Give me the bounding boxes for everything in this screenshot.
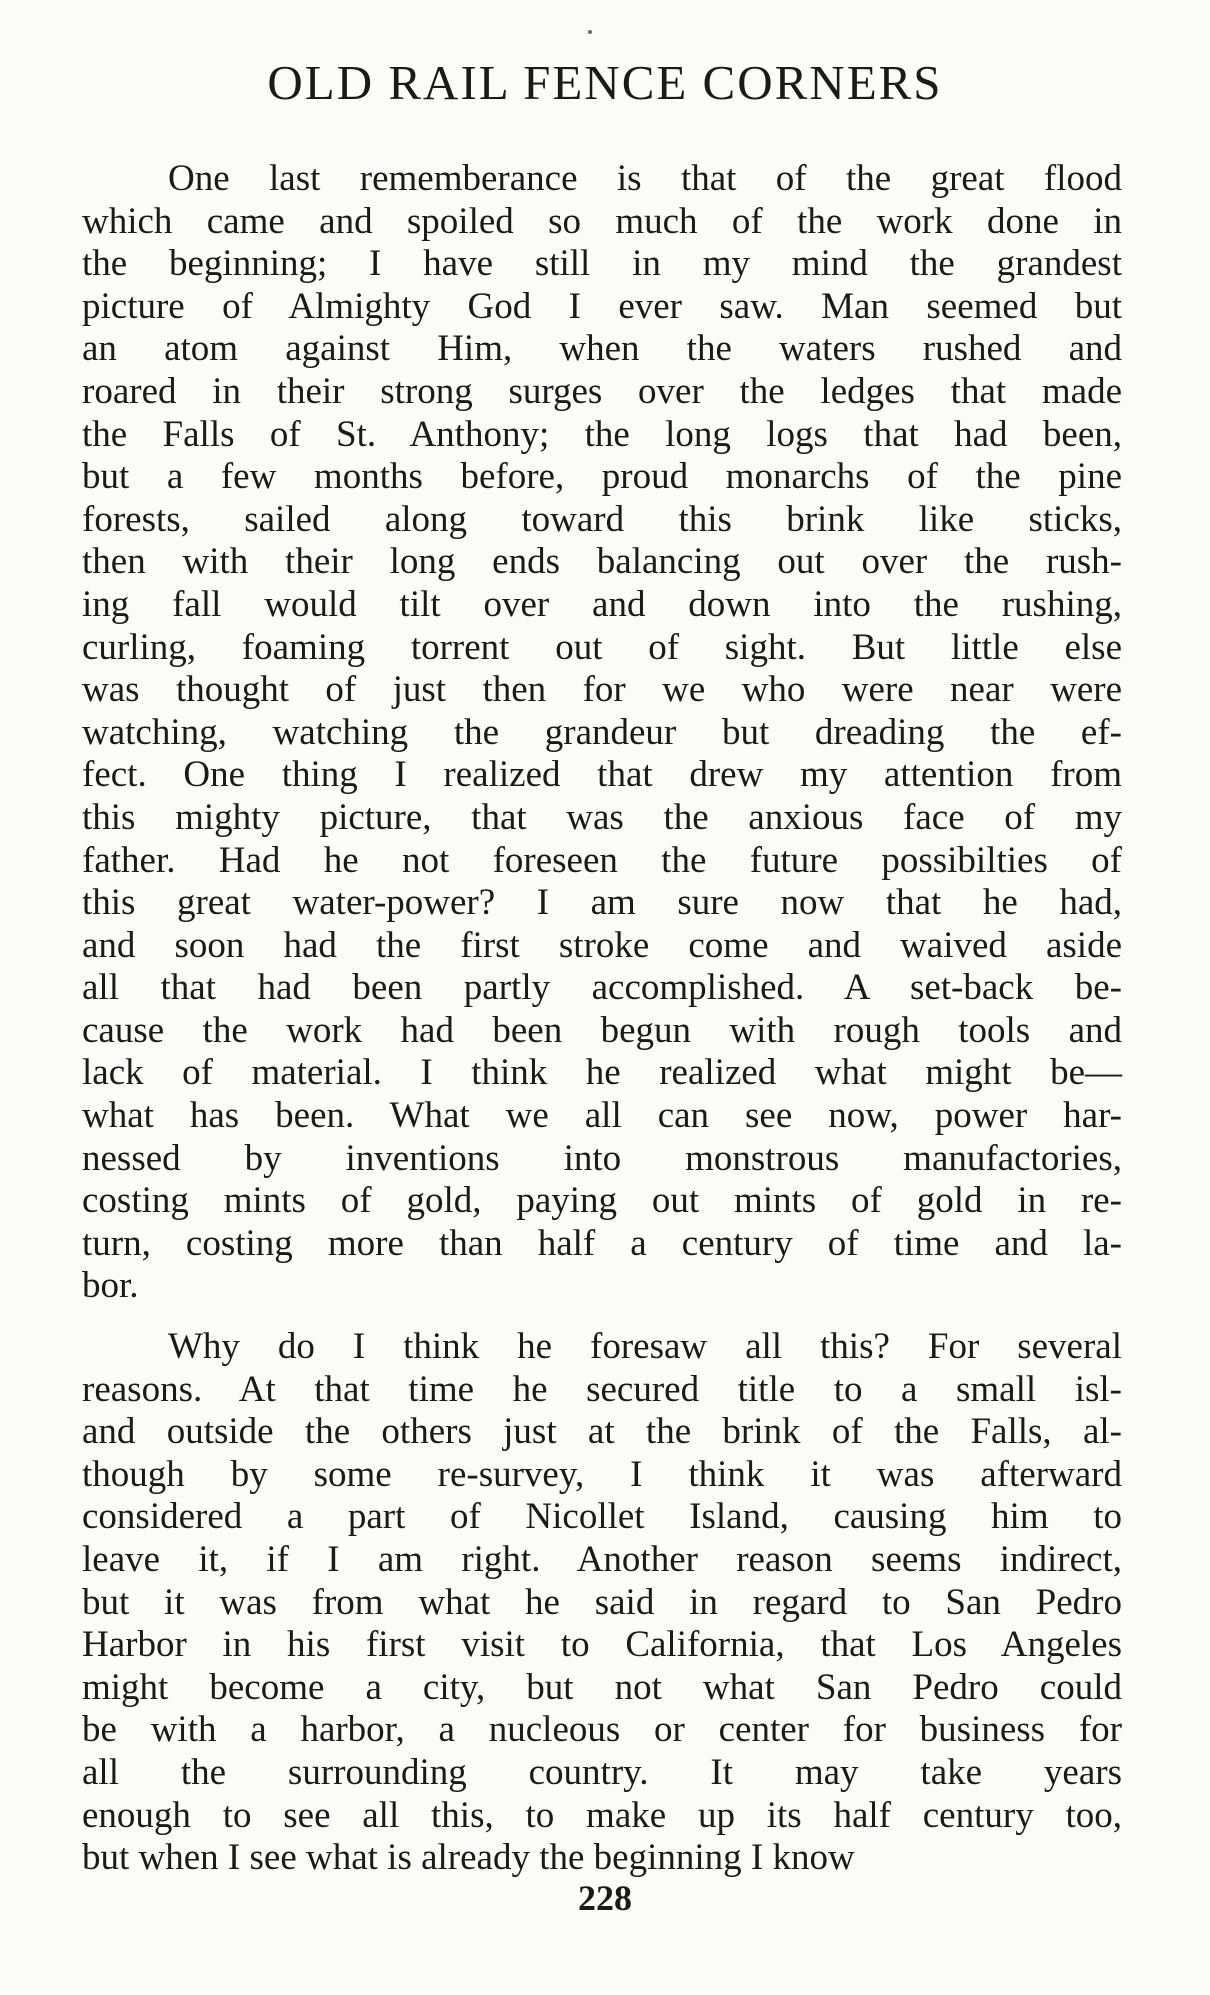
text-line: what has been. What we all can see now, power har- xyxy=(82,1095,1122,1137)
text-line: cause the work had been begun with rough tools and xyxy=(82,1009,1122,1051)
body-text xyxy=(82,158,1122,1880)
text-line: considered a part of Nicollet Island, causing him to xyxy=(82,1496,1122,1538)
text-line: ing fall would tilt over and down into the rushing, xyxy=(82,583,1122,625)
text-line: the beginning; I have still in my mind the grandest xyxy=(82,243,1122,285)
text-line: One last rememberance is that of the great flood xyxy=(168,158,1122,199)
text-line: but it was from what he said in regard to San Pedro xyxy=(82,1581,1122,1623)
text-line: Harbor in his first visit to California, that Los Angeles xyxy=(82,1624,1122,1666)
page-number: 228 xyxy=(578,1878,632,1918)
text-line: but when I see what is already the beginning I know xyxy=(82,1837,855,1879)
text-line: this great water-power? I am sure now that he had, xyxy=(82,882,1122,924)
text-line: lack of material. I think he realized what might be— xyxy=(82,1052,1122,1094)
running-head: OLD RAIL FENCE CORNERS xyxy=(267,55,943,110)
text-line: all that had been partly accomplished. A set-back be- xyxy=(82,967,1122,1009)
text-line: Why do I think he foresaw all this? For several xyxy=(168,1326,1122,1368)
text-line: though by some re-survey, I think it was afterward xyxy=(82,1453,1122,1495)
text-line: which came and spoiled so much of the work done in xyxy=(82,200,1122,242)
text-line: picture of Almighty God I ever saw. Man seemed but xyxy=(82,285,1122,327)
text-line: father. Had he not foreseen the future possibilties of xyxy=(82,839,1122,881)
text-line: enough to see all this, to make up its half century too, xyxy=(82,1794,1122,1836)
text-line: might become a city, but not what San Pedro could xyxy=(82,1666,1122,1708)
text-line: this mighty picture, that was the anxious face of my xyxy=(82,796,1122,838)
text-line: but a few months before, proud monarchs of the pine xyxy=(82,456,1122,498)
text-line: bor. xyxy=(82,1265,139,1307)
paragraph xyxy=(82,158,1122,1308)
text-line: leave it, if I am right. Another reason seems indirect, xyxy=(82,1539,1122,1580)
ink-speck xyxy=(588,30,592,34)
text-line: nessed by inventions into monstrous manufactories, xyxy=(82,1137,1122,1179)
text-line: costing mints of gold, paying out mints of gold in re- xyxy=(82,1180,1122,1222)
text-line: fect. One thing I realized that drew my attention from xyxy=(82,754,1122,796)
text-line: watching, watching the grandeur but dreading the ef- xyxy=(82,711,1122,753)
text-line: was thought of just then for we who were near were xyxy=(82,669,1122,711)
text-line: an atom against Him, when the waters rushed and xyxy=(82,328,1122,370)
text-line: reasons. At that time he secured title to a small isl- xyxy=(82,1368,1122,1410)
text-line: and outside the others just at the brink of the Falls, al- xyxy=(82,1411,1122,1453)
text-line: the Falls of St. Anthony; the long logs that had been, xyxy=(82,413,1122,455)
paragraph xyxy=(82,1326,1122,1880)
text-line: then with their long ends balancing out over the rush- xyxy=(82,541,1122,583)
text-line: forests, sailed along toward this brink like sticks, xyxy=(82,498,1122,540)
text-line: all the surrounding country. It may take years xyxy=(82,1751,1122,1793)
text-line: curling, foaming torrent out of sight. But little else xyxy=(82,626,1122,668)
text-line: roared in their strong surges over the ledges that made xyxy=(82,370,1122,412)
text-line: and soon had the first stroke come and waived aside xyxy=(82,924,1122,966)
text-line: turn, costing more than half a century of time and la- xyxy=(82,1222,1122,1264)
text-line: be with a harbor, a nucleous or center for business for xyxy=(82,1709,1122,1751)
